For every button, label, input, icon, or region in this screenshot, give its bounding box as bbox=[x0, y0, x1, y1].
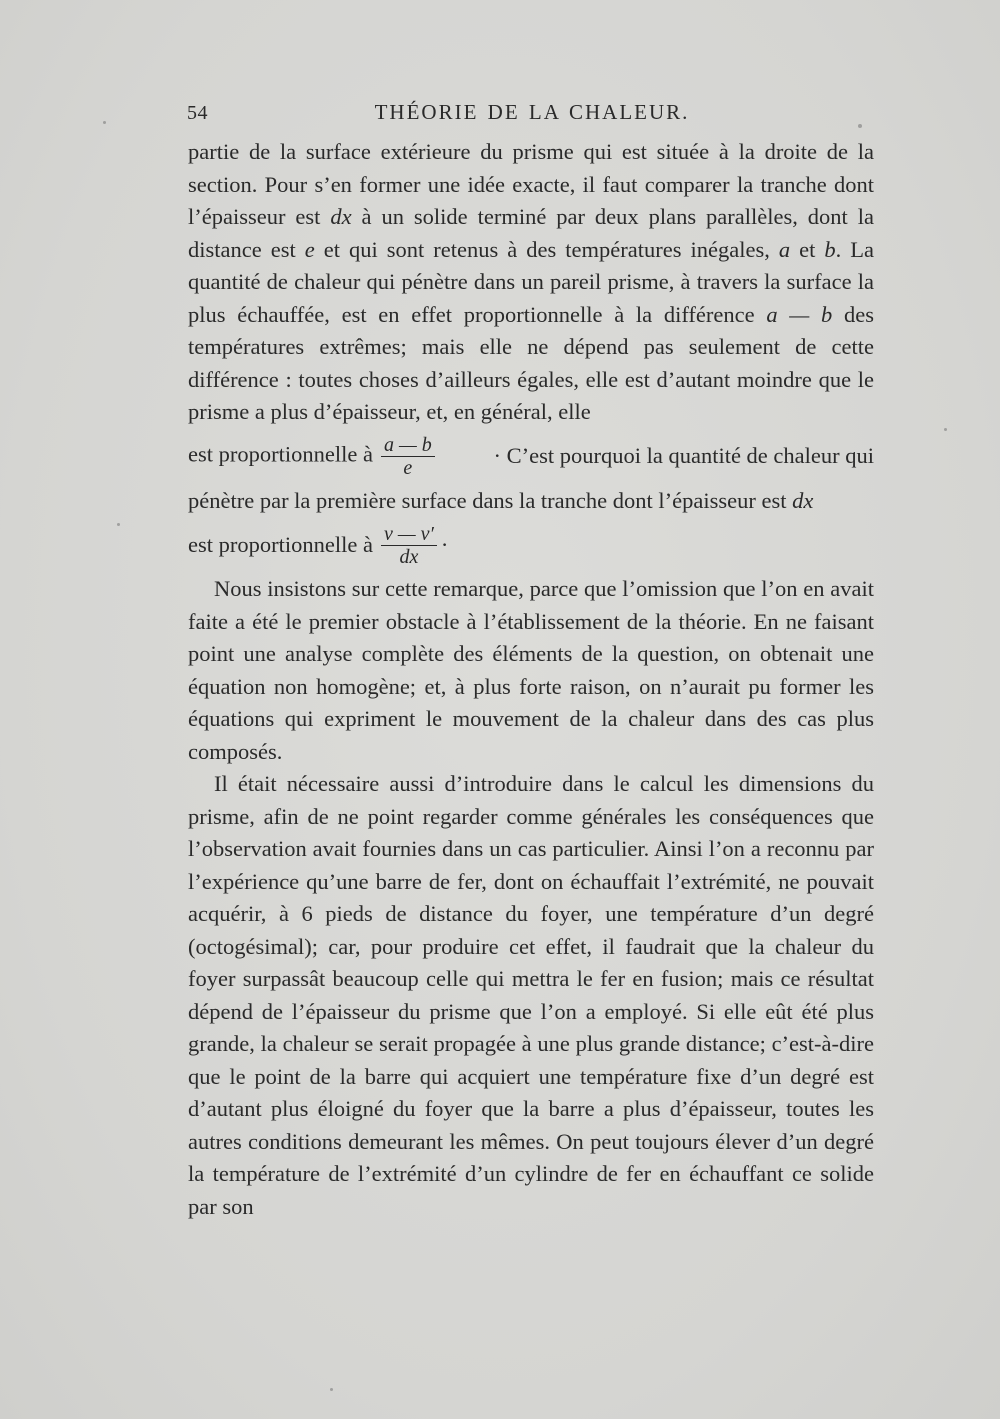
fraction-denominator: dx bbox=[399, 545, 419, 568]
print-speck bbox=[103, 121, 106, 124]
print-speck bbox=[330, 1388, 333, 1391]
formula-2-prefix: est proportionnelle à bbox=[188, 531, 373, 557]
print-speck bbox=[944, 428, 947, 431]
formula-1-suffix: · C’est pourquoi la quantité de chaleur qui bbox=[493, 443, 874, 469]
fraction-numerator: a — b bbox=[381, 434, 435, 457]
paragraph-3: Il était nécessaire aussi d’introduire dans le calcul les dimensions du prisme, afin de ne point regarder comme générales les conséquences que l’observation avait fournies dans un cas particulier. Ainsi l’on a reconnu par l’expérience qu’une barre de fer, dont on échauffait l’extrémité, ne pouvait acquérir, à 6 pieds de distance du foyer, une température d’un degré (octogésimal); car, pour produire cet effet, il faudrait que la chaleur du foyer surpassât beaucoup celle qui mettra le fer en fusion; mais ce résultat dépend de l’épaisseur du prisme que l’on a employé. Si elle eût été plus grande, la chaleur se serait propagée à une plus grande distance; c’est-à-dire que le point de la barre qui acquiert une température fixe d’un degré est d’autant plus éloigné du foyer que la barre a plus d’épaisseur, toutes les autres conditions demeurant les mêmes. On peut toujours élever d’un degré la température de l’extrémité d’un cylindre de fer en échauffant ce solide par son bbox=[188, 771, 874, 1219]
paragraph-1-continued bbox=[188, 485, 874, 518]
fraction-a-minus-b-over-e bbox=[381, 434, 435, 479]
text-run: . La quantité de chaleur qui pénètre dans un pareil prisme, à travers la surface la plus échauffée, est en effet proportionnelle à la différence bbox=[188, 236, 874, 327]
variable-b: b bbox=[824, 236, 836, 262]
text-run: des températures extrêmes; mais elle ne dépend pas seulement de cette différence : toutes choses d’ailleurs égales, elle est d’autant moindre que le prisme a plus d’épaisseur, et, en général, elle bbox=[188, 301, 875, 424]
print-speck bbox=[858, 124, 862, 128]
page-header bbox=[187, 96, 877, 130]
variable-e: e bbox=[304, 236, 315, 262]
variable-a: a bbox=[778, 236, 791, 262]
fraction-numerator: v — v′ bbox=[381, 523, 437, 546]
paragraph-1 bbox=[188, 136, 874, 429]
running-title: THÉORIE DE LA CHALEUR. bbox=[374, 100, 690, 124]
formula-1-prefix: est proportionnelle à bbox=[188, 441, 373, 467]
text-run: et qui sont retenus à des températures inégales, bbox=[314, 236, 779, 262]
print-speck bbox=[117, 523, 120, 526]
fraction-v-minus-v-prime-over-dx bbox=[381, 523, 437, 568]
formula-2-suffix: · bbox=[440, 531, 449, 557]
formula-line-1 bbox=[188, 429, 874, 485]
variable-dx: dx bbox=[330, 204, 352, 229]
text-run: à un solide terminé par deux plans parallèles, dont la distance est bbox=[188, 204, 874, 262]
text-run: partie de la surface extérieure du prisme qui est située à la droite de la section. Pour s’en former une idée exacte, il faut comparer la tranche dont l’épaisseur est bbox=[188, 139, 874, 229]
body-text bbox=[188, 136, 874, 1223]
paragraph-2: Nous insistons sur cette remarque, parce que l’omission que l’on en avait faite a été le premier obstacle à l’établissement de la théorie. En ne faisant point une analyse complète des éléments de la question, on obtenait une équation non homogène; et, à plus forte raison, on n’aurait pu former les équations qui expriment le mouvement de la chaleur dans des cas plus composés. bbox=[188, 576, 874, 764]
page-number: 54 bbox=[187, 102, 208, 124]
expression-a-minus-b: a — b bbox=[766, 301, 833, 327]
text-run: et bbox=[790, 236, 825, 262]
text-run: pénètre par la première surface dans la tranche dont l’épaisseur est bbox=[188, 487, 793, 513]
formula-1-context bbox=[188, 434, 439, 479]
variable-dx: dx bbox=[792, 487, 814, 513]
fraction-denominator: e bbox=[403, 457, 413, 479]
formula-line-2 bbox=[188, 517, 874, 573]
